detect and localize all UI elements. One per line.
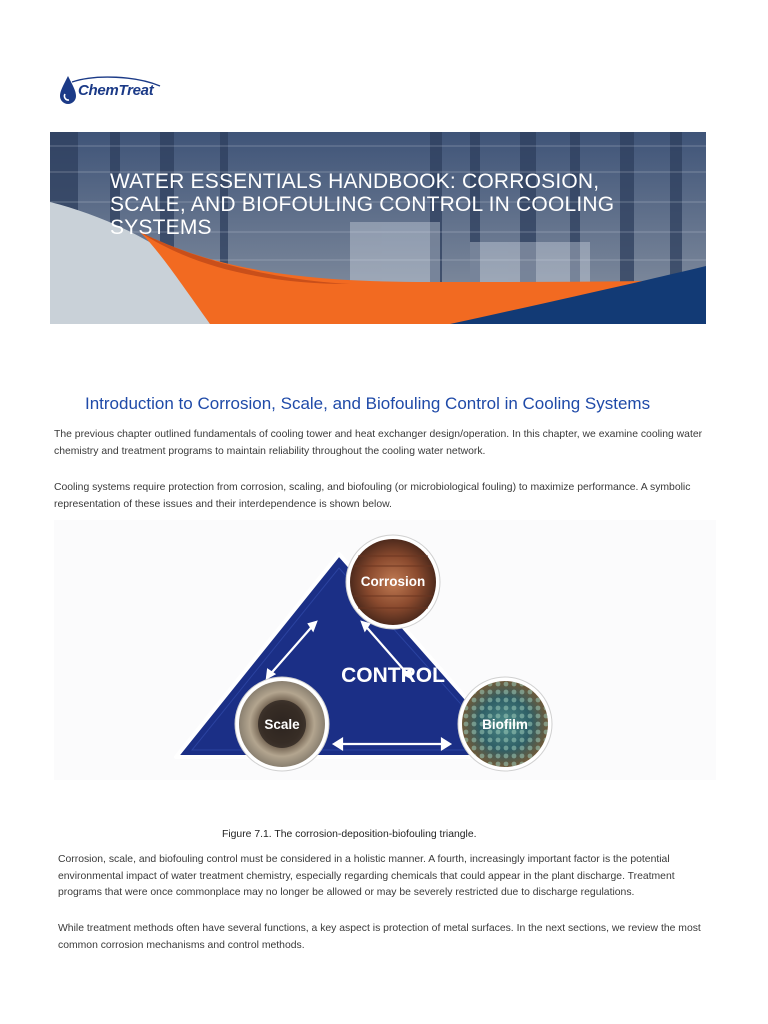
section-title: Introduction to Corrosion, Scale, and Biofouling Control in Cooling Systems bbox=[85, 394, 651, 413]
figure-caption: Figure 7.1. The corrosion-deposition-biofouling triangle. bbox=[222, 829, 477, 840]
control-triangle-diagram bbox=[54, 520, 716, 780]
body-paragraph-4: While treatment methods often have several functions, a key aspect is protection of metal surfaces. In the next sections, we review the most common corrosion mechanisms and control methods. bbox=[58, 923, 701, 951]
biofilm-label: Biofilm bbox=[482, 717, 528, 732]
body-paragraph-3: Corrosion, scale, and biofouling control must be considered in a holistic manner. A fourth, increasingly important factor is the potential environmental impact of water treatment chemistry, especially regarding chemicals that could appear in the plant discharge. Treatment programs that were once commonplace may no longer be allowed or may be severely restricted due to discharge regulations. bbox=[58, 854, 675, 898]
corrosion-node bbox=[346, 535, 440, 629]
scale-node bbox=[235, 677, 329, 771]
biofilm-node bbox=[458, 677, 552, 771]
control-label: CONTROL bbox=[341, 664, 445, 687]
control-triangle-figure bbox=[54, 520, 716, 780]
logo-text: ChemTreat bbox=[78, 82, 154, 99]
scale-label: Scale bbox=[264, 717, 300, 732]
banner-title: WATER ESSENTIALS HANDBOOK: CORROSION, SCALE, AND BIOFOULING CONTROL IN COOLING SYSTEMS bbox=[110, 170, 615, 239]
intro-paragraph-1: The previous chapter outlined fundamentals of cooling tower and heat exchanger design/operation. In this chapter, we examine cooling water chemistry and treatment programs to maintain reliability throughout the cooling water network. bbox=[54, 429, 703, 457]
hero-banner bbox=[50, 132, 706, 324]
chemtreat-logo[interactable] bbox=[56, 72, 166, 108]
corrosion-label: Corrosion bbox=[360, 574, 426, 589]
intro-paragraph-2: Cooling systems require protection from corrosion, scaling, and biofouling (or microbiological fouling) to maximize performance. A symbolic representation of these issues and their interdependence is shown below. bbox=[54, 482, 691, 510]
